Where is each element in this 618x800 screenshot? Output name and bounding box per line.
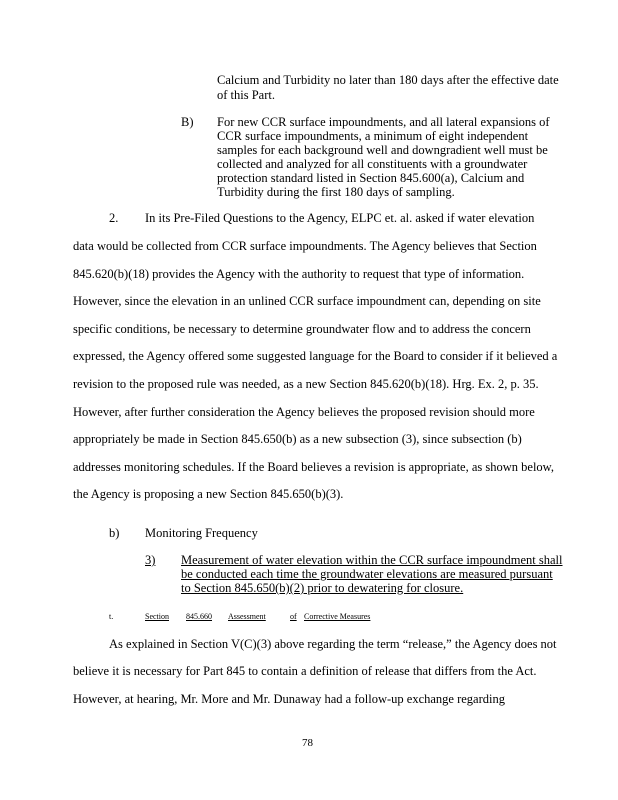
- text-line: expressed, the Agency offered some suggested language for the Board to consider if it believed a: [73, 349, 558, 364]
- text-line: be conducted each time the groundwater elevations are measured pursuant: [181, 567, 553, 581]
- paragraph-first-line: In its Pre-Filed Questions to the Agency, ELPC et. al. asked if water elevation: [145, 211, 535, 225]
- subsection-marker: b): [109, 526, 120, 540]
- text-line: Turbidity during the first 180 days of sampling.: [217, 185, 455, 199]
- heading-part: 845.660: [186, 612, 212, 621]
- text-line: data would be collected from CCR surface impoundments. The Agency believes that Section: [73, 239, 537, 253]
- proposed-item-marker: 3): [145, 553, 156, 567]
- text-line: However, since the elevation in an unlined CCR surface impoundment can, depending on site: [73, 294, 541, 309]
- text-line: believe it is necessary for Part 845 to contain a definition of release that differs from the Act.: [73, 664, 537, 678]
- text-line: addresses monitoring schedules. If the Board believes a revision is appropriate, as shown below,: [73, 459, 555, 474]
- text-line: protection standard listed in Section 845.600(a), Calcium and: [217, 171, 525, 185]
- text-line: the Agency is proposing a new Section 845.650(b)(3).: [73, 487, 344, 502]
- text-line: Measurement of water elevation within the CCR surface impoundment shall: [181, 553, 563, 567]
- paragraph-first-line: As explained in Section V(C)(3) above regarding the term “release,” the Agency does not: [109, 637, 557, 651]
- list-item-b-marker: B): [181, 115, 194, 129]
- text-line: specific conditions, be necessary to determine groundwater flow and to address the concern: [73, 321, 531, 336]
- heading-part: Corrective Measures: [304, 612, 371, 621]
- heading-part: Assessment: [228, 612, 266, 621]
- page-number: 78: [302, 737, 313, 749]
- text-line: 845.620(b)(18) provides the Agency with the authority to request that type of information.: [73, 266, 525, 281]
- text-line: For new CCR surface impoundments, and all lateral expansions of: [217, 115, 550, 129]
- paragraph-number: 2.: [109, 211, 119, 225]
- text-line: CCR surface impoundments, a minimum of eight independent: [217, 129, 529, 143]
- text-line: to Section 845.650(b)(2) prior to dewatering for closure.: [181, 581, 464, 595]
- text-line: Calcium and Turbidity no later than 180 days after the effective date: [217, 73, 559, 87]
- text-line: samples for each background well and downgradient well must be: [217, 143, 548, 157]
- heading-part: Section: [145, 612, 169, 621]
- text-line: of this Part.: [217, 88, 275, 102]
- text-line: However, after further consideration the Agency believes the proposed revision should more: [73, 404, 535, 419]
- subsection-title: Monitoring Frequency: [145, 526, 258, 540]
- heading-marker: t.: [109, 612, 114, 621]
- text-line: appropriately be made in Section 845.650(b) as a new subsection (3), since subsection (b): [73, 432, 522, 447]
- text-line: revision to the proposed rule was needed, as a new Section 845.620(b)(18). Hrg. Ex. 2, p. 35.: [73, 377, 539, 391]
- text-line: collected and analyzed for all constituents with a groundwater: [217, 157, 528, 171]
- heading-part: of: [290, 612, 297, 621]
- text-line: However, at hearing, Mr. More and Mr. Dunaway had a follow-up exchange regarding: [73, 692, 505, 706]
